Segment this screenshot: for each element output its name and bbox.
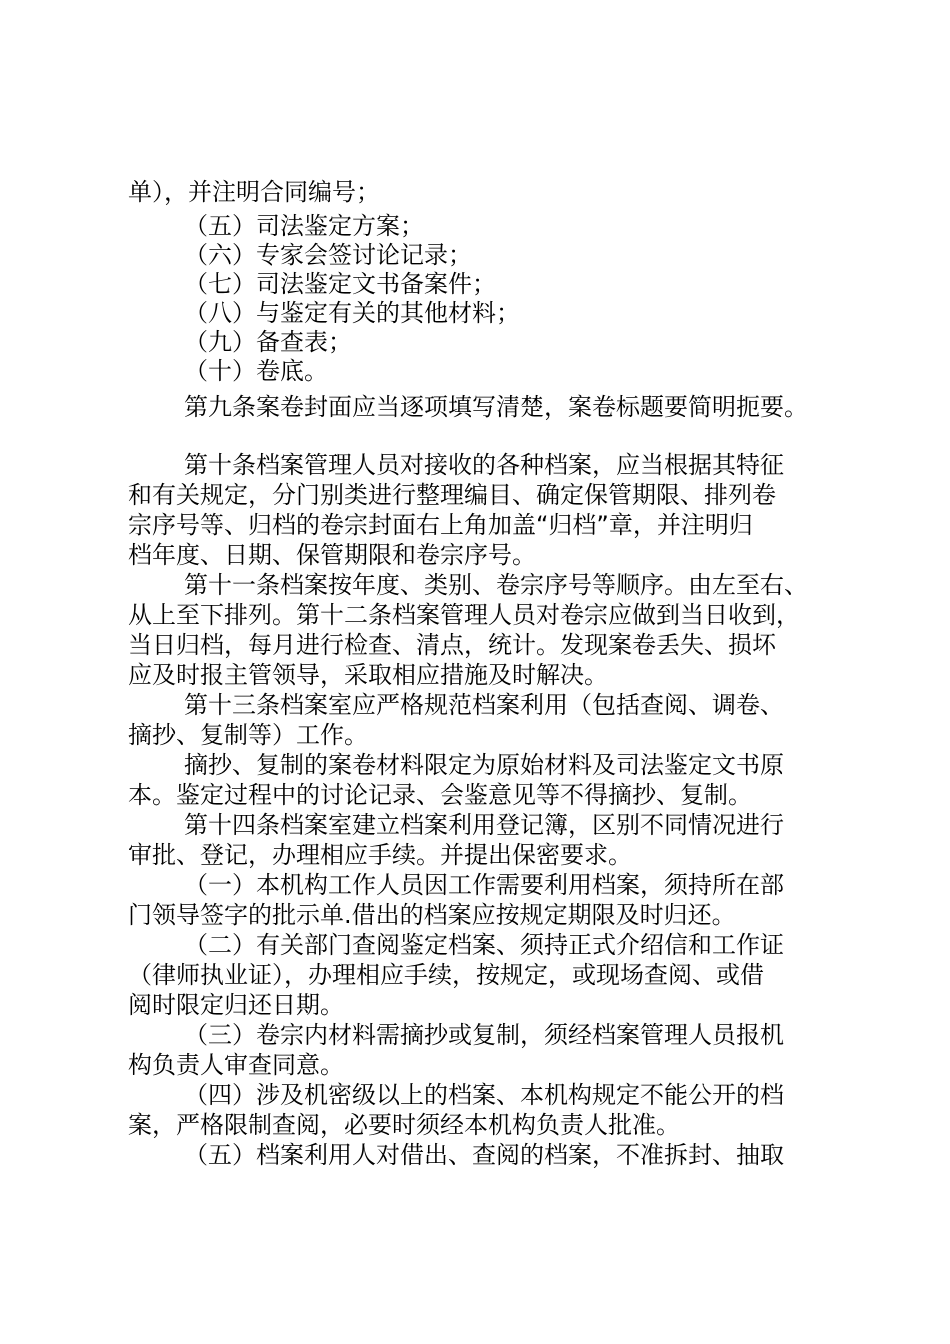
text-line: 第十条档案管理人员对接收的各种档案，应当根据其特征	[184, 451, 784, 479]
text-line: 门领导签字的批示单.借出的档案应按规定期限及时归还。	[128, 901, 736, 929]
text-line: 和有关规定，分门别类进行整理编目、确定保管期限、排列卷	[128, 481, 776, 509]
text-line: （五）司法鉴定方案；	[184, 212, 424, 240]
text-line: （七）司法鉴定文书备案件；	[184, 270, 496, 298]
text-line: （三）卷宗内材料需摘抄或复制，须经档案管理人员报机	[184, 1021, 784, 1049]
text-line: 应及时报主管领导，采取相应措施及时解决。	[128, 661, 608, 689]
text-line: 摘抄、复制的案卷材料限定为原始材料及司法鉴定文书原	[184, 751, 784, 779]
text-line: 第十三条档案室应严格规范档案利用（包括查阅、调卷、	[184, 691, 784, 719]
text-line: （四）涉及机密级以上的档案、本机构规定不能公开的档	[184, 1081, 784, 1109]
text-line: 档年度、日期、保管期限和卷宗序号。	[128, 541, 536, 569]
text-line: 宗序号等、归档的卷宗封面右上角加盖“归档”章，并注明归	[128, 511, 753, 539]
text-line: 审批、登记，办理相应手续。并提出保密要求。	[128, 841, 632, 869]
text-line: 构负责人审查同意。	[128, 1051, 344, 1079]
text-line: 摘抄、复制等）工作。	[128, 721, 368, 749]
text-line: （八）与鉴定有关的其他材料；	[184, 299, 520, 327]
text-line: 阅时限定归还日期。	[128, 991, 344, 1019]
text-line: （二）有关部门查阅鉴定档案、须持正式介绍信和工作证	[184, 931, 784, 959]
text-line: 当日归档，每月进行检查、清点，统计。发现案卷丢失、损坏	[128, 631, 776, 659]
text-line: 单），并注明合同编号；	[128, 178, 380, 206]
text-line: 案，严格限制查阅，必要时须经本机构负责人批准。	[128, 1111, 680, 1139]
text-line: （六）专家会签讨论记录；	[184, 241, 472, 269]
text-line: （九）备查表；	[184, 328, 352, 356]
text-line: 第九条案卷封面应当逐项填写清楚，案卷标题要简明扼要。	[184, 393, 808, 421]
text-line: 从上至下排列。第十二条档案管理人员对卷宗应做到当日收到，	[128, 601, 800, 629]
text-line: 第十一条档案按年度、类别、卷宗序号等顺序。由左至右、	[184, 571, 808, 599]
text-line: （律师执业证），办理相应手续，按规定，或现场查阅、或借	[128, 961, 764, 989]
text-line: 本。鉴定过程中的讨论记录、会鉴意见等不得摘抄、复制。	[128, 781, 752, 809]
text-line: （一）本机构工作人员因工作需要利用档案，须持所在部	[184, 871, 784, 899]
text-line: （十）卷底。	[184, 357, 328, 385]
text-line: 第十四条档案室建立档案利用登记簿，区别不同情况进行	[184, 811, 784, 839]
text-line: （五）档案利用人对借出、查阅的档案，不准拆封、抽取	[184, 1141, 784, 1169]
